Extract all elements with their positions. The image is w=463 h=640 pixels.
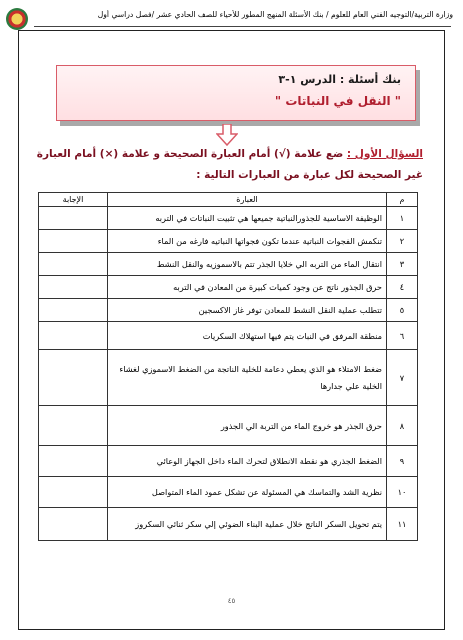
header-statement: العبارة [108,193,387,207]
row-statement: تتطلب عملية النقل النشط للمعادن توفر غاز الاكسجين [108,299,387,322]
header-num: م [387,193,418,207]
answer-cell[interactable] [39,477,108,508]
table-row [39,207,418,230]
table-row [39,508,418,541]
row-statement: يتم تحويل السكر الناتج خلال عملية البناء الضوئي إلي سكر ثنائي السكروز [108,508,387,541]
answer-cell[interactable] [39,350,108,406]
row-num: ٥ [387,299,418,322]
row-num: ٧ [387,350,418,406]
table-row [39,276,418,299]
row-statement: تنكمش الفجوات النباتية عندما تكون فجواتها النباتيه فارغه من الماء [108,230,387,253]
question-instructions [36,144,423,186]
row-statement: ضغط الامتلاء هو الذي يعطي دعامة للخلية الناتجة من الضغط الاسموزي لغشاء الخلية علي جدارها [108,350,387,406]
row-num: ١ [387,207,418,230]
row-num: ٣ [387,253,418,276]
question-label: السؤال الأول : [346,148,423,160]
row-statement: نظرية الشد والتماسك هي المسئولة عن تشكل عمود الماء المتواصل [108,477,387,508]
row-statement: الوظيفة الاساسية للجذورالنباتية جميعها هي تثبيت النباتات في التربه [108,207,387,230]
table-row [39,322,418,350]
answer-cell[interactable] [39,322,108,350]
page-header: وزارة التربية/التوجيه الفني العام للعلوم / بنك الأسئلة المنهج المطور للأحياء للصف الحادي عشر /فصل دراسي أول [97,10,453,19]
table-row [39,477,418,508]
row-num: ٦ [387,322,418,350]
table-row [39,406,418,446]
answer-cell[interactable] [39,508,108,541]
table-row [39,446,418,477]
answer-cell[interactable] [39,276,108,299]
banner-subtitle: " النقل في النباتات " [274,94,401,108]
row-num: ١٠ [387,477,418,508]
row-num: ٤ [387,276,418,299]
question-body: ضع علامة (√) أمام العبارة الصحيحة و علامة (×) أمام العبارة غير الصحيحة لكل عبارة من العبارات التالية : [36,148,423,181]
table-row [39,230,418,253]
answer-cell[interactable] [39,299,108,322]
table-row [39,299,418,322]
row-num: ٨ [387,406,418,446]
questions-table [38,192,418,541]
ministry-logo [6,8,28,30]
row-statement: حرق الجذور ناتج عن وجود كميات كبيرة من المعادن في التربه [108,276,387,299]
arrow-down-icon [216,124,238,146]
row-statement: حرق الجذر هو خروج الماء من التربة الي الجذور [108,406,387,446]
row-statement: انتقال الماء من التربه الي خلايا الجذر تتم بالاسموزيه والنقل النشط [108,253,387,276]
table-row [39,350,418,406]
answer-cell[interactable] [39,253,108,276]
table-header-row [39,193,418,207]
row-statement: الضغط الجذري هو نقطة الانطلاق لتحرك الماء داخل الجهاز الوعائي [108,446,387,477]
answer-cell[interactable] [39,406,108,446]
lesson-banner [56,65,416,121]
answer-cell[interactable] [39,207,108,230]
page-number: ٤٥ [227,597,236,605]
table-row [39,253,418,276]
header-answer: الإجابة [39,193,108,207]
banner-title: بنك أسئلة : الدرس ١-٣ [278,73,401,86]
row-statement: منطقة المرفق في النبات يتم فيها استهلاك السكريات [108,322,387,350]
answer-cell[interactable] [39,230,108,253]
header-divider [34,26,451,27]
row-num: ١١ [387,508,418,541]
row-num: ٩ [387,446,418,477]
row-num: ٢ [387,230,418,253]
answer-cell[interactable] [39,446,108,477]
